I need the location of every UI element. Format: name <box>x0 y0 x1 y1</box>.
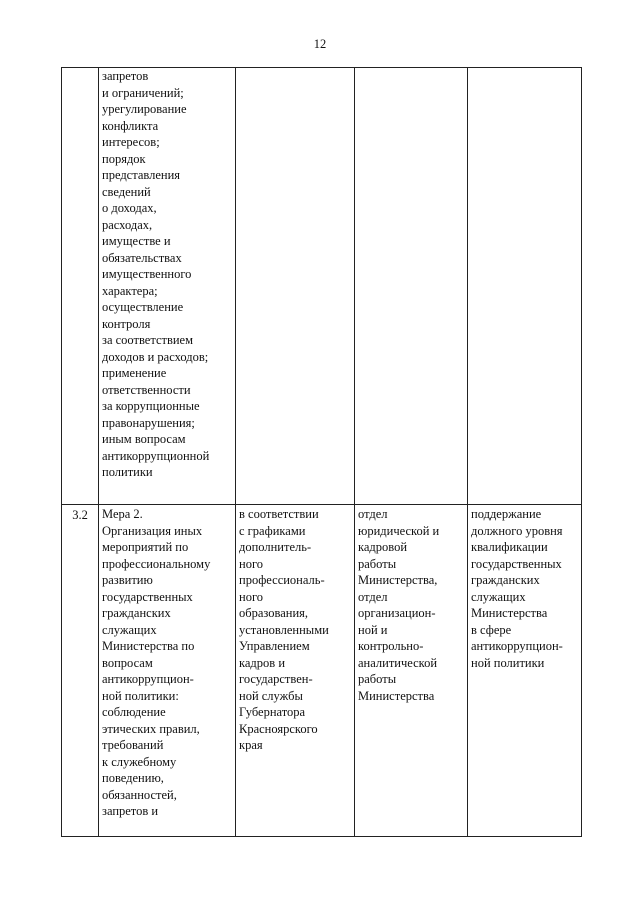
cell-text-line: конфликта <box>102 118 159 133</box>
cell-text-line: профессиональ- <box>239 573 325 587</box>
cell-text-line: Мера 2. <box>102 507 143 521</box>
cell-text-line: обязательствах <box>102 250 182 265</box>
cell-text-line: государствен- <box>239 672 313 686</box>
cell-text-line: антикоррупционной <box>102 448 210 463</box>
cell-text-line: и ограничений; <box>102 85 184 100</box>
cell-text-line: расходах, <box>102 217 153 232</box>
cell-text-line: обязанностей, <box>102 787 177 802</box>
cell-text-line: применение <box>102 366 167 380</box>
cell-text-line: ной и <box>358 622 388 637</box>
responsible-cell <box>355 68 468 505</box>
table-row-3-2 <box>62 505 582 837</box>
page-number: 12 <box>313 37 327 51</box>
cell-text-line: работы <box>358 672 397 686</box>
measure-cell <box>99 68 236 505</box>
cell-text-line: края <box>239 738 263 752</box>
cell-text-line: этических правил, <box>102 721 200 736</box>
cell-text-line: в соответствии <box>239 507 319 521</box>
cell-text-line: ной службы <box>239 688 303 703</box>
cell-text-line: служащих <box>102 622 157 637</box>
cell-text-line: о доходах, <box>102 201 157 215</box>
cell-text-line: Министерства <box>471 606 548 620</box>
cell-text-line: представления <box>102 168 181 182</box>
cell-text-line: государственных <box>102 589 193 604</box>
cell-text-line: политики <box>102 465 153 479</box>
cell-text-line: ной политики: <box>102 688 179 703</box>
cell-text-line: аналитической <box>358 655 438 670</box>
cell-text-line: с графиками <box>239 523 306 538</box>
cell-text-line: юридической и <box>358 523 440 538</box>
cell-text-line: гражданских <box>471 573 540 587</box>
cell-text-line: в сфере <box>471 622 512 637</box>
cell-text-line: правонарушения; <box>102 415 195 430</box>
cell-text-line: кадровой <box>358 540 408 554</box>
cell-text-line: Министерства <box>358 688 435 703</box>
cell-text-line: Организация иных <box>102 523 203 538</box>
cell-text-line: профессиональному <box>102 556 211 571</box>
cell-text-line: ного <box>239 589 264 604</box>
cell-text-line: запретов <box>102 69 149 83</box>
table-row-continued <box>62 68 582 505</box>
responsible-cell <box>355 505 468 837</box>
cell-text-line: урегулирование <box>102 102 187 116</box>
cell-text-line: работы <box>358 556 397 571</box>
cell-text-line: развитию <box>102 573 153 587</box>
result-cell <box>468 68 582 505</box>
cell-text-line: кадров и <box>239 655 286 670</box>
cell-text-line: должного уровня <box>471 523 563 538</box>
cell-text-line: антикоррупцион- <box>102 672 194 686</box>
cell-text-line: служащих <box>471 589 526 604</box>
cell-text-line: организацион- <box>358 606 436 620</box>
cell-text-line: порядок <box>102 151 146 166</box>
cell-text-line: поведению, <box>102 771 164 785</box>
cell-text-line: поддержание <box>471 507 542 521</box>
cell-text-line: за коррупционные <box>102 399 200 413</box>
cell-text-line: Красноярского <box>239 721 318 736</box>
cell-text-line: антикоррупцион- <box>471 639 563 653</box>
deadline-cell <box>236 68 355 505</box>
cell-text-line: сведений <box>102 184 151 199</box>
cell-text-line: вопросам <box>102 655 153 670</box>
cell-text-line: контроля <box>102 316 151 331</box>
measure-cell <box>99 505 236 837</box>
result-cell <box>468 505 582 837</box>
cell-text-line: ного <box>239 556 264 571</box>
cell-text-line: иным вопросам <box>102 432 186 446</box>
cell-text-line: отдел <box>358 589 388 604</box>
measures-table <box>61 67 582 837</box>
cell-text-line: государственных <box>471 556 562 571</box>
cell-text-line: мероприятий по <box>102 540 189 554</box>
cell-text-line: требований <box>102 738 164 752</box>
cell-text-line: интересов; <box>102 135 160 149</box>
row-number-cell: 3.2 <box>62 505 99 837</box>
cell-text-line: доходов и расходов; <box>102 349 209 364</box>
cell-text-line: имущественного <box>102 267 192 281</box>
cell-text-line: дополнитель- <box>239 540 312 554</box>
cell-text-line: имуществе и <box>102 234 171 248</box>
cell-text-line: за соответствием <box>102 333 194 347</box>
cell-text-line: Губернатора <box>239 705 306 719</box>
cell-text-line: образования, <box>239 606 309 620</box>
cell-text-line: запретов и <box>102 804 159 818</box>
cell-text-line: ной политики <box>471 655 545 670</box>
row-number-cell <box>62 68 99 505</box>
cell-text-line: ответственности <box>102 382 191 397</box>
cell-text-line: гражданских <box>102 606 171 620</box>
cell-text-line: соблюдение <box>102 705 166 719</box>
cell-text-line: Министерства по <box>102 639 195 653</box>
cell-text-line: Министерства, <box>358 573 438 587</box>
cell-text-line: квалификации <box>471 540 548 554</box>
cell-text-line: установленными <box>239 622 329 637</box>
cell-text-line: контрольно- <box>358 639 424 653</box>
cell-text-line: Управлением <box>239 639 310 653</box>
cell-text-line: к служебному <box>102 754 177 769</box>
cell-text-line: характера; <box>102 283 158 298</box>
cell-text-line: осуществление <box>102 300 184 314</box>
deadline-cell <box>236 505 355 837</box>
cell-text-line: отдел <box>358 507 388 521</box>
